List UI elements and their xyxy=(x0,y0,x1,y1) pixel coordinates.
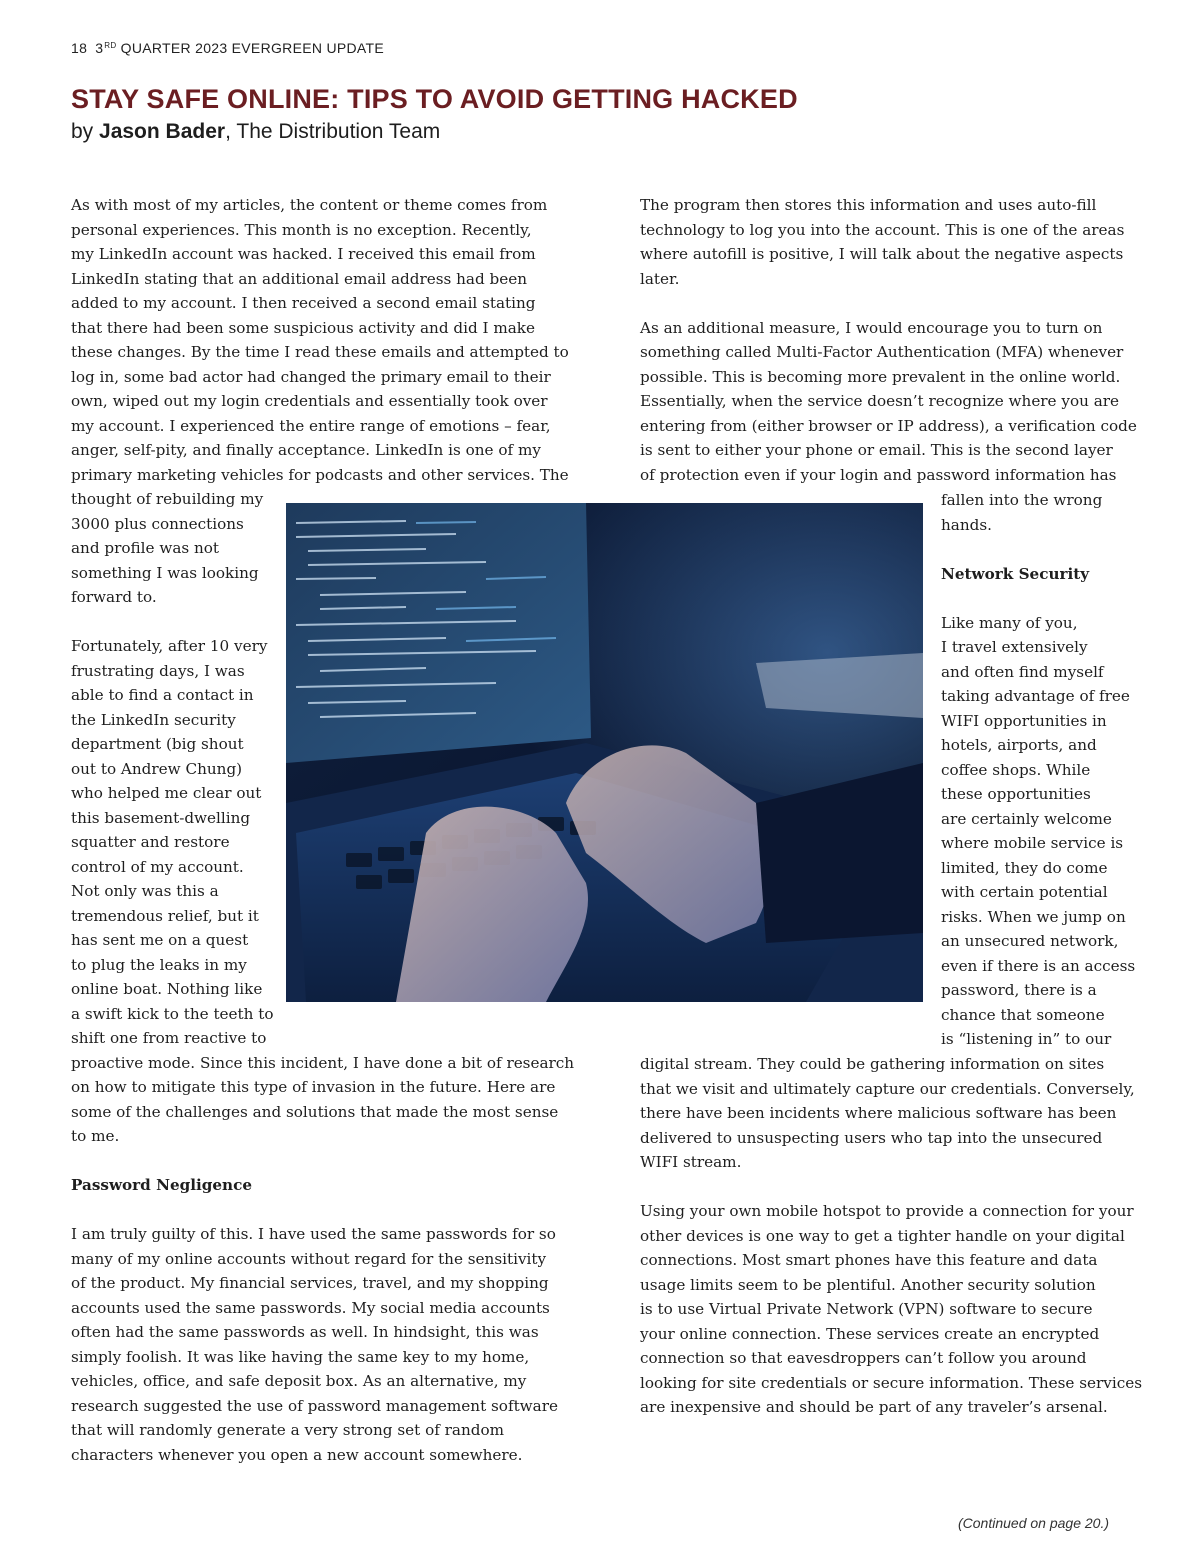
text-line: are certainly welcome xyxy=(941,809,1112,828)
text-line: able to find a contact in xyxy=(71,686,254,704)
text-line: anger, self-pity, and finally acceptance. LinkedIn is one of my xyxy=(71,441,541,459)
text-line: tremendous relief, but it xyxy=(71,906,259,925)
quarter-number: 3 xyxy=(95,40,104,56)
text-line: looking for site credentials or secure information. These services xyxy=(640,1373,1143,1392)
text-line: many of my online accounts without regard for the sensitivity xyxy=(71,1249,547,1268)
text-line: The program then stores this information and uses auto-fill xyxy=(640,196,1097,214)
text-line: is to use Virtual Private Network (VPN) software to secure xyxy=(640,1300,1093,1318)
text-line: Essentially, when the service doesn’t recognize where you are xyxy=(640,392,1120,410)
text-line: later. xyxy=(640,269,680,288)
continued-note: (Continued on page 20.) xyxy=(958,1515,1109,1531)
text-line: log in, some bad actor had changed the primary email to their xyxy=(71,367,551,386)
text-line: taking advantage of free xyxy=(941,687,1130,705)
text-line: entering from (either browser or IP address), a verification code xyxy=(640,416,1137,435)
text-line: something called Multi-Factor Authentication (MFA) whenever xyxy=(640,343,1124,361)
article-title: STAY SAFE ONLINE: TIPS TO AVOID GETTING HACKED xyxy=(71,84,798,114)
text-line: vehicles, office, and safe deposit box. As an alternative, my xyxy=(71,1372,527,1390)
text-line: even if there is an access xyxy=(941,956,1136,975)
text-line: frustrating days, I was xyxy=(71,661,245,680)
text-line: my LinkedIn account was hacked. I received this email from xyxy=(71,245,536,263)
text-line: technology to log you into the account. This is one of the areas xyxy=(640,220,1125,239)
text-line: proactive mode. Since this incident, I have done a bit of research xyxy=(71,1053,575,1072)
text-line: LinkedIn stating that an additional email address had been xyxy=(71,269,528,288)
text-line: on how to mitigate this type of invasion in the future. Here are xyxy=(71,1078,556,1096)
text-line: to me. xyxy=(71,1127,120,1145)
text-line: of the product. My financial services, travel, and my shopping xyxy=(71,1274,549,1292)
text-line: is sent to either your phone or email. This is the second layer xyxy=(640,441,1113,459)
text-line: that there had been some suspicious activity and did I make xyxy=(71,318,535,337)
text-line: hands. xyxy=(941,515,992,534)
text-line: As an additional measure, I would encourage you to turn on xyxy=(640,318,1103,337)
text-line: WIFI opportunities in xyxy=(941,711,1107,730)
byline-affiliation: , The Distribution Team xyxy=(225,120,441,143)
byline-prefix: by xyxy=(71,120,100,143)
text-line: connections. Most smart phones have this feature and data xyxy=(640,1251,1098,1269)
text-line: WIFI stream. xyxy=(640,1153,742,1171)
text-line: I travel extensively xyxy=(941,638,1088,656)
text-line: personal experiences. This month is no exception. Recently, xyxy=(71,220,532,239)
text-line: thought of rebuilding my xyxy=(71,490,264,508)
text-line: some of the challenges and solutions that made the most sense xyxy=(71,1102,559,1121)
text-line: usage limits seem to be plentiful. Another security solution xyxy=(640,1275,1096,1294)
text-line: added to my account. I then received a second email stating xyxy=(71,294,536,312)
text-line: a swift kick to the teeth to xyxy=(71,1004,274,1023)
text-line: these changes. By the time I read these emails and attempted to xyxy=(71,343,569,361)
text-line: out to Andrew Chung) xyxy=(71,759,243,778)
text-line: are inexpensive and should be part of any traveler’s arsenal. xyxy=(640,1398,1108,1416)
text-line: fallen into the wrong xyxy=(941,491,1103,509)
text-line: squatter and restore xyxy=(71,833,230,851)
byline xyxy=(71,120,440,144)
text-line: shift one from reactive to xyxy=(71,1029,267,1047)
text-line: who helped me clear out xyxy=(71,784,262,802)
text-line: often had the same passwords as well. In hindsight, this was xyxy=(71,1323,539,1341)
text-line: Using your own mobile hotspot to provide a connection for your xyxy=(640,1202,1134,1220)
text-line: characters whenever you open a new account somewhere. xyxy=(71,1445,523,1464)
text-line: is “listening in” to our xyxy=(941,1030,1112,1048)
text-line: of protection even if your login and password information has xyxy=(640,465,1117,484)
author-name: Jason Bader xyxy=(99,120,226,143)
text-line: Like many of you, xyxy=(941,613,1078,632)
text-line: with certain potential xyxy=(941,883,1108,901)
text-line: control of my account. xyxy=(71,857,244,876)
text-line: your online connection. These services create an encrypted xyxy=(640,1324,1100,1343)
text-line: As with most of my articles, the content or theme comes from xyxy=(71,196,548,214)
text-line: an unsecured network, xyxy=(941,932,1119,950)
text-line: this basement-dwelling xyxy=(71,808,251,827)
running-header xyxy=(71,40,384,56)
text-line: the LinkedIn security xyxy=(71,710,236,729)
text-line: my account. I experienced the entire range of emotions – fear, xyxy=(71,416,551,435)
text-line: other devices is one way to get a tighter handle on your digital xyxy=(640,1226,1125,1245)
text-line: 3000 plus connections xyxy=(71,514,244,533)
text-line: research suggested the use of password management software xyxy=(71,1396,558,1415)
text-line: own, wiped out my login credentials and essentially took over xyxy=(71,392,548,410)
text-line: primary marketing vehicles for podcasts and other services. The xyxy=(71,465,569,484)
text-line: to plug the leaks in my xyxy=(71,955,247,974)
text-line: password, there is a xyxy=(941,981,1097,999)
text-line: online boat. Nothing like xyxy=(71,980,263,998)
laptop-typing-photo xyxy=(286,503,923,1002)
section-heading: Password Negligence xyxy=(71,1176,253,1194)
section-heading: Network Security xyxy=(941,564,1090,583)
text-line: risks. When we jump on xyxy=(941,907,1126,926)
text-line: that will randomly generate a very strong set of random xyxy=(71,1421,505,1439)
page-number: 18 xyxy=(71,40,88,56)
text-line: where autofill is positive, I will talk about the negative aspects xyxy=(640,245,1124,263)
text-line: delivered to unsuspecting users who tap into the unsecured xyxy=(640,1128,1103,1147)
text-line: something I was looking xyxy=(71,563,259,582)
text-line: and profile was not xyxy=(71,539,220,557)
text-line: digital stream. They could be gathering information on sites xyxy=(640,1055,1105,1073)
quarter-suffix: RD xyxy=(104,41,117,50)
text-line: coffee shops. While xyxy=(941,760,1091,779)
text-line: connection so that eavesdroppers can’t follow you around xyxy=(640,1349,1087,1367)
text-line: I am truly guilty of this. I have used the same passwords for so xyxy=(71,1225,556,1243)
text-line: simply foolish. It was like having the same key to my home, xyxy=(71,1347,530,1366)
text-line: accounts used the same passwords. My social media accounts xyxy=(71,1298,550,1317)
text-line: that we visit and ultimately capture our credentials. Conversely, xyxy=(640,1079,1135,1098)
text-line: there have been incidents where malicious software has been xyxy=(640,1104,1117,1122)
text-line: hotels, airports, and xyxy=(941,736,1097,754)
publication-name: QUARTER 2023 EVERGREEN UPDATE xyxy=(120,40,385,56)
text-line: limited, they do come xyxy=(941,858,1108,877)
text-line: and often find myself xyxy=(941,662,1104,681)
text-line: chance that someone xyxy=(941,1005,1105,1024)
text-line: Not only was this a xyxy=(71,882,219,900)
text-line: these opportunities xyxy=(941,785,1091,803)
text-line: has sent me on a quest xyxy=(71,931,249,949)
text-line: Fortunately, after 10 very xyxy=(71,637,268,655)
text-line: forward to. xyxy=(71,588,157,606)
text-line: possible. This is becoming more prevalent in the online world. xyxy=(640,367,1121,386)
text-line: where mobile service is xyxy=(941,834,1124,852)
text-line: department (big shout xyxy=(71,735,244,753)
